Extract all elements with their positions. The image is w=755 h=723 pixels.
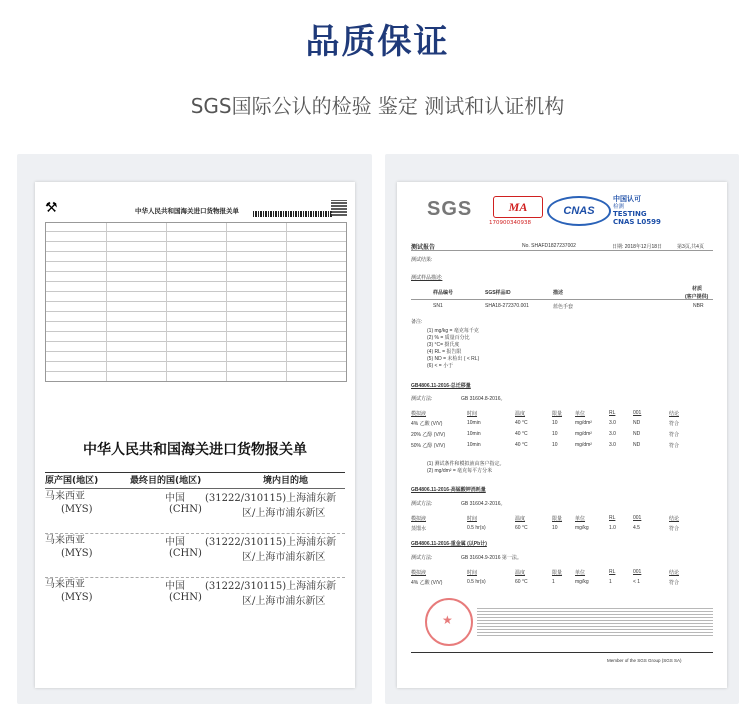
table-cell: 3.0 <box>609 420 616 426</box>
customs-emblem-icon: ⚒ <box>45 200 58 216</box>
table-cell: 1 <box>552 579 555 585</box>
result-label: 测试结果: <box>411 257 433 263</box>
footer-member: Member of the SGS Group (SGS SA) <box>607 658 682 663</box>
table-header-cell: 限量 <box>552 411 563 417</box>
dest-code-cell: (CHN) <box>169 504 202 515</box>
place-cell-2: 区/上海市浦东新区 <box>242 596 326 607</box>
qr-code <box>331 200 347 216</box>
section-2-title: GB4806.11-2016-高锰酸钾消耗量 <box>411 487 486 493</box>
table-cell: mg/dm² <box>575 420 592 426</box>
table-cell: ND <box>633 420 641 426</box>
table-cell: 符合 <box>669 421 680 427</box>
dest-cell: 中国 <box>165 581 185 592</box>
table-header-cell: 模拟液 <box>411 411 427 417</box>
col-customer: (客户提供) <box>685 294 709 300</box>
section-1-title: GB4806.11-2016-总迁移量 <box>411 383 471 389</box>
customs-document-panel <box>17 154 372 704</box>
note: (4) RL = 报告限 <box>427 349 462 355</box>
note: (2) % = 质量百分比 <box>427 335 470 341</box>
col-desc: 描述 <box>553 290 564 296</box>
fine-print <box>477 608 713 636</box>
table-cell: 40 °C <box>515 431 528 437</box>
table-row <box>45 489 345 534</box>
table-header-cell: RL <box>609 515 616 521</box>
origin-code-cell: (MYS) <box>61 548 93 559</box>
header-destination: 最终目的国(地区) <box>130 476 202 486</box>
table-cell: < 1 <box>633 579 641 585</box>
note: (6) < = 小于 <box>427 363 454 369</box>
method-3: GB 31604.9-2016 第一法。 <box>461 555 522 561</box>
cnas-cn2: 检测 <box>613 204 625 210</box>
sgs-report-panel <box>385 154 739 704</box>
dest-cell: 中国 <box>165 537 185 548</box>
table-header-cell: 001 <box>633 410 642 416</box>
section-3-title: GB4806.11-2016-重金属 (以Pb计) <box>411 541 487 547</box>
table-cell: 符合 <box>669 432 680 438</box>
header-domestic-place: 境内目的地 <box>263 476 309 486</box>
table-cell: 40 °C <box>515 442 528 448</box>
table-cell: 10 <box>552 420 558 426</box>
table-cell: 10 <box>552 442 558 448</box>
table-cell: 40 °C <box>515 420 528 426</box>
origin-cell: 马来西亚 <box>45 579 85 590</box>
sgs-report-paper <box>397 182 727 688</box>
place-cell-2: 区/上海市浦东新区 <box>242 552 326 563</box>
cnas-cn: 中国认可 <box>613 195 641 203</box>
table-header-cell: 模拟液 <box>411 516 427 522</box>
table-cell: 蒸馏水 <box>411 526 427 532</box>
dest-code-cell: (CHN) <box>169 592 202 603</box>
form-title: 中华人民共和国海关进口货物报关单 <box>135 207 239 215</box>
table-header-cell: 温度 <box>515 570 526 576</box>
form-grid <box>45 222 347 382</box>
table-cell: 0.5 hr(s) <box>467 525 486 531</box>
table-cell: 10min <box>467 431 481 437</box>
place-cell: (31222/310115)上海浦东新 <box>205 581 337 592</box>
table-cell: mg/dm² <box>575 442 592 448</box>
table-cell: 1 <box>609 579 612 585</box>
table-cell: 3.0 <box>609 431 616 437</box>
table-cell: 50% 乙醇 (V/V) <box>411 443 446 449</box>
table-cell: 0.5 hr(s) <box>467 579 486 585</box>
sgs-id: SHA18-272370.001 <box>485 303 529 309</box>
table-header-cell: 模拟液 <box>411 570 427 576</box>
dest-cell: 中国 <box>165 493 185 504</box>
sgs-logo: SGS <box>427 198 473 220</box>
dest-code-cell: (CHN) <box>169 548 202 559</box>
table-cell: 3.0 <box>609 442 616 448</box>
cnas-logo: CNAS <box>547 196 611 226</box>
table-cell: 1.0 <box>609 525 616 531</box>
table-cell: 10 <box>552 431 558 437</box>
page-title: 品质保证 <box>305 22 450 62</box>
note: (5) ND = 未检出 ( < RL) <box>427 356 480 362</box>
place-cell: (31222/310115)上海浦东新 <box>205 493 337 504</box>
place-cell-2: 区/上海市浦东新区 <box>242 508 326 519</box>
notes-label: 备注: <box>411 319 423 325</box>
table-cell: 符合 <box>669 443 680 449</box>
header-origin: 原产国(地区) <box>45 476 99 486</box>
table-cell: mg/kg <box>575 579 589 585</box>
table-header-cell: 001 <box>633 569 642 575</box>
table-cell: mg/kg <box>575 525 589 531</box>
table-cell: 10min <box>467 420 481 426</box>
note: (3) °C= 摄氏度 <box>427 342 460 348</box>
cnas-no: CNAS L0599 <box>613 218 661 226</box>
customs-declaration-paper <box>35 182 355 688</box>
cnas-text <box>613 196 661 227</box>
cnas-testing: TESTING <box>613 210 647 218</box>
report-label: 测试报告 <box>411 245 436 251</box>
barcode <box>253 211 333 217</box>
table-header-cell: 时间 <box>467 411 478 417</box>
divider <box>411 652 713 653</box>
table-header-cell: RL <box>609 569 616 575</box>
col-sgs-id: SGS样品ID <box>485 290 511 296</box>
table-header-cell: 结论 <box>669 516 680 522</box>
table-cell: 60 °C <box>515 525 528 531</box>
ma-logo: MA <box>493 196 543 218</box>
method-label: 测试方法: <box>411 396 433 402</box>
table-header-cell: 单位 <box>575 516 586 522</box>
divider <box>411 250 713 251</box>
origin-cell: 马来西亚 <box>45 535 85 546</box>
t1-note: (2) mg/dm² = 毫克每平方分米 <box>427 468 493 474</box>
method-1: GB 31604.8-2016。 <box>461 396 506 402</box>
table-header-cell: 结论 <box>669 570 680 576</box>
ma-number: 170900340938 <box>489 220 531 226</box>
report-page: 第3页,共4页 <box>677 244 704 250</box>
table-header <box>45 472 345 489</box>
table-header-cell: 结论 <box>669 411 680 417</box>
sample-no: SN1 <box>433 303 443 309</box>
table-row <box>45 533 345 578</box>
table-cell: 符合 <box>669 580 680 586</box>
table-header-cell: 单位 <box>575 411 586 417</box>
note: (1) mg/kg = 毫克每千克 <box>427 328 479 334</box>
report-no: No. SHAFD1827237002 <box>522 243 576 249</box>
method-label: 测试方法: <box>411 501 433 507</box>
col-material: 材质 <box>692 286 703 292</box>
inspection-seal <box>425 598 473 646</box>
method-2: GB 31604.2-2016。 <box>461 501 506 507</box>
sample-description: 蓝色手套 <box>553 304 574 310</box>
table-header-cell: RL <box>609 410 616 416</box>
table-cell: ND <box>633 431 641 437</box>
table-header-cell: 温度 <box>515 516 526 522</box>
sample-desc-label: 测试样品描述: <box>411 275 443 281</box>
table-header-cell: 限量 <box>552 516 563 522</box>
declaration-title: 中华人民共和国海关进口货物报关单 <box>83 442 307 458</box>
table-cell: 10 <box>552 525 558 531</box>
table-cell: 符合 <box>669 526 680 532</box>
divider <box>411 299 713 300</box>
origin-code-cell: (MYS) <box>61 592 93 603</box>
table-header-cell: 单位 <box>575 570 586 576</box>
material: NBR <box>693 303 704 309</box>
table-cell: 60 °C <box>515 579 528 585</box>
table-cell: 4% 乙酸 (V/V) <box>411 421 443 427</box>
page-subtitle: SGS国际公认的检验 鉴定 测试和认证机构 <box>190 94 565 118</box>
table-cell: ND <box>633 442 641 448</box>
table-header-cell: 温度 <box>515 411 526 417</box>
table-cell: 10min <box>467 442 481 448</box>
place-cell: (31222/310115)上海浦东新 <box>205 537 337 548</box>
table-row <box>45 577 345 621</box>
table-header-cell: 限量 <box>552 570 563 576</box>
table-cell: mg/dm² <box>575 431 592 437</box>
table-header-cell: 001 <box>633 515 642 521</box>
table-cell: 4% 乙酸 (V/V) <box>411 580 443 586</box>
table-header-cell: 时间 <box>467 516 478 522</box>
origin-cell: 马来西亚 <box>45 491 85 502</box>
table-cell: 4.5 <box>633 525 640 531</box>
col-sample-no: 样品编号 <box>433 290 454 296</box>
origin-code-cell: (MYS) <box>61 504 93 515</box>
report-date: 日期: 2018年12月18日 <box>612 244 663 250</box>
t1-note: (1) 测试条件和模拟液由客户指定。 <box>427 461 505 467</box>
method-label: 测试方法: <box>411 555 433 561</box>
table-header-cell: 时间 <box>467 570 478 576</box>
table-cell: 20% 乙醇 (V/V) <box>411 432 446 438</box>
